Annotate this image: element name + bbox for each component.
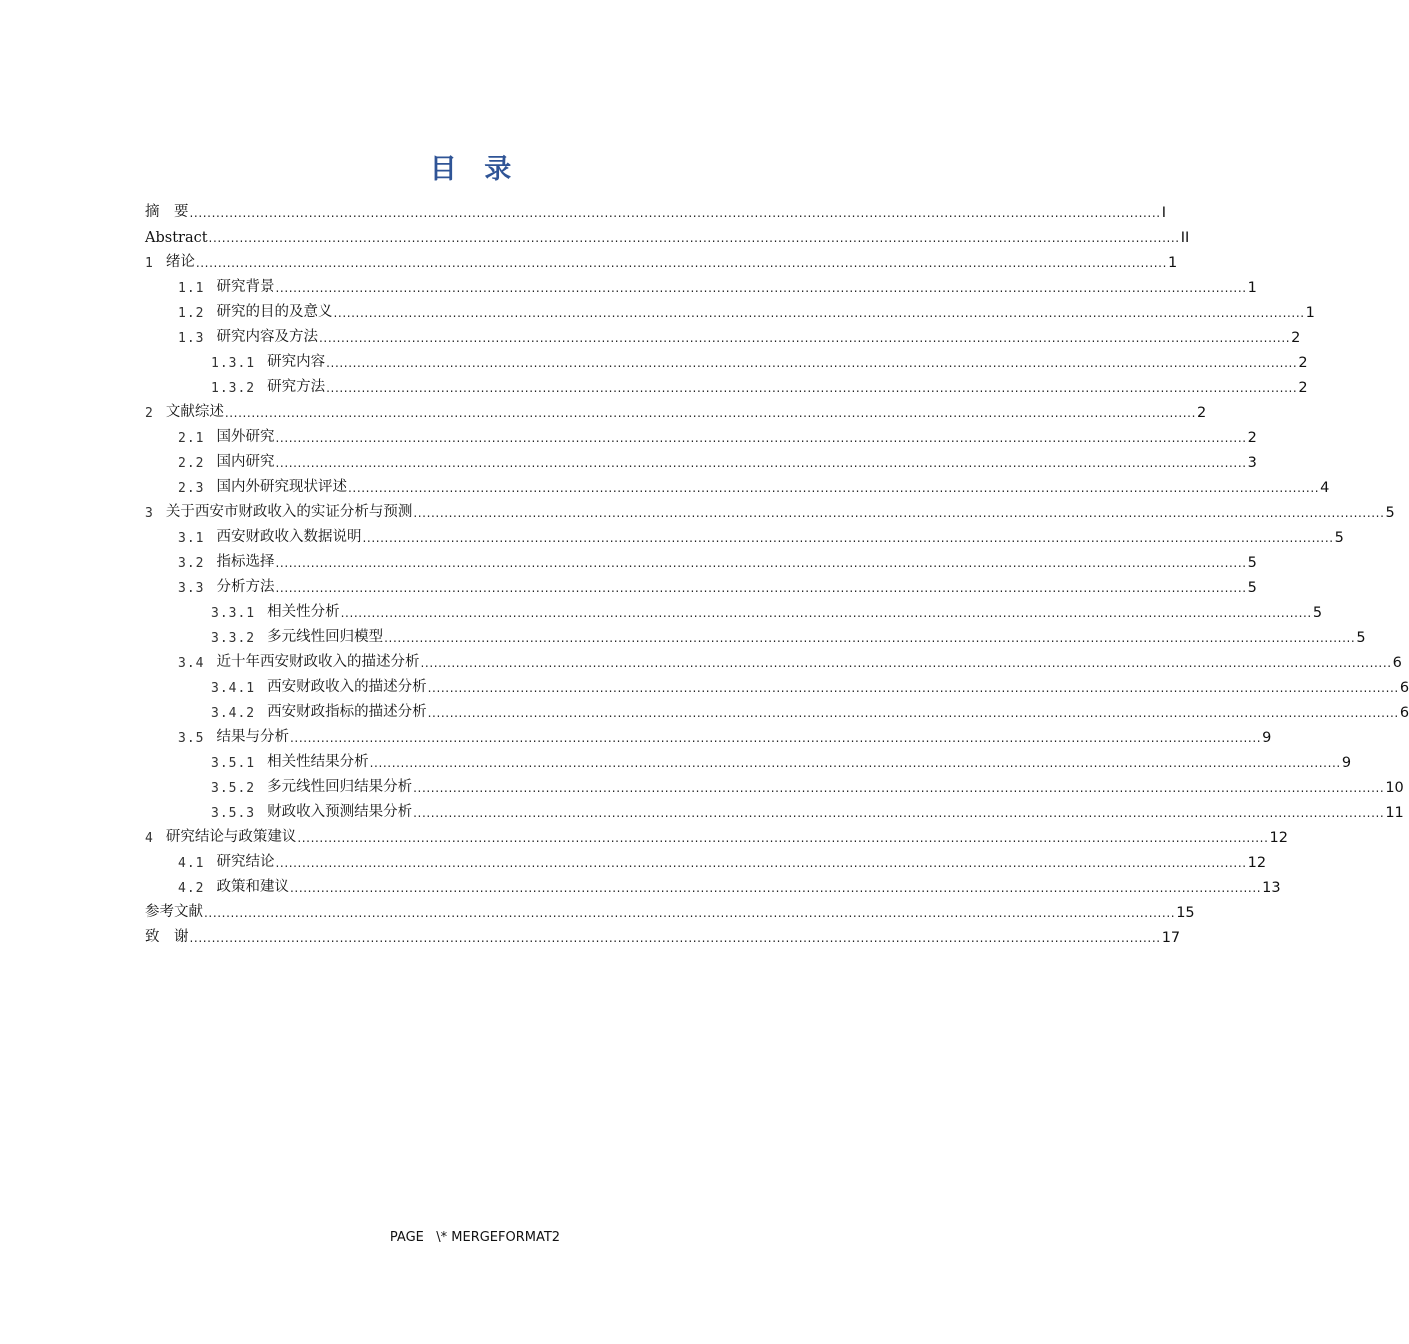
toc-entry[interactable] [145,896,1195,921]
toc-entry-page-number: 1 [1168,255,1178,271]
dot-leader: ............................................................................................................................................................................................................................ [413,781,1385,795]
page-number-field: PAGE \* MERGEFORMAT2 [389,1230,561,1245]
toc-entry-number: 3.5.1 [211,756,256,771]
dot-leader: ............................................................................................................................................................................................................................ [189,206,1161,220]
toc-entry-title: 分析方法 [216,579,275,595]
toc-entry[interactable] [145,521,1344,546]
toc-entry-number: 1 [145,256,154,271]
toc-entry[interactable] [145,471,1330,496]
toc-entry[interactable] [145,396,1207,421]
toc-entry[interactable] [145,646,1402,671]
toc-entry[interactable] [145,846,1267,871]
toc-entry-title: 政策和建议 [216,879,289,895]
dot-leader: ............................................................................................................................................................................................................................ [297,831,1269,845]
dot-leader: ............................................................................................................................................................................................................................ [318,331,1291,345]
toc-entry-page-number: 6 [1399,705,1409,721]
toc-entry-number: 3.4.1 [211,681,256,696]
toc-entry-title: 西安财政收入的描述分析 [267,679,427,695]
dot-leader: ............................................................................................................................................................................................................................ [427,706,1399,720]
toc-entry-page-number: 9 [1341,755,1352,771]
toc-entry-number: 3.3.1 [211,606,256,621]
dot-leader: ............................................................................................................................................................................................................................ [326,356,1298,370]
toc-entry[interactable] [145,571,1257,596]
dot-leader: ............................................................................................................................................................................................................................ [427,681,1399,695]
dot-leader: ............................................................................................................................................................................................................................ [204,906,1176,920]
toc-entry-page-number: 15 [1176,905,1195,921]
toc-entry-page-number: 10 [1385,780,1404,796]
toc-entry-page-number: 2 [1298,355,1308,371]
dot-leader: ............................................................................................................................................................................................................................ [362,531,1334,545]
dot-leader: ............................................................................................................................................................................................................................ [326,381,1298,395]
toc-entry[interactable] [145,671,1409,696]
toc-entry-title: 文献综述 [165,404,224,420]
dot-leader: ............................................................................................................................................................................................................................ [289,881,1262,895]
toc-entry-title: 研究内容 [267,354,326,370]
toc-entry[interactable] [145,271,1257,296]
dot-leader: ............................................................................................................................................................................................................................ [275,281,1247,295]
toc-entry[interactable] [145,721,1272,746]
toc-entry-number: 1.3.1 [211,356,256,371]
toc-entry-title: 研究内容及方法 [216,329,318,345]
toc-entry[interactable] [145,296,1315,321]
toc-entry-title: 绪论 [165,254,195,270]
toc-entry-number: 4.2 [178,881,205,896]
toc-entry-page-number: 5 [1356,630,1366,646]
toc-entry[interactable] [145,421,1257,446]
toc-entry-page-number: 17 [1161,930,1181,946]
toc-entry-page-number: 2 [1247,430,1257,446]
toc-entry-title: 研究方法 [267,379,326,395]
toc-entry-number: 3.1 [178,531,205,546]
toc-entry-page-number: 1 [1247,280,1257,296]
toc-entry-title: Abstract [145,230,208,246]
dot-leader: ............................................................................................................................................................................................................................ [413,506,1385,520]
toc-entry-page-number: 5 [1247,555,1257,571]
toc-entry-number: 4 [145,831,154,846]
toc-entry-number: 3.3.2 [211,631,256,646]
table-of-contents [145,196,1409,946]
toc-entry-page-number: 13 [1262,880,1281,896]
toc-entry[interactable] [145,871,1281,896]
toc-entry-title: 国外研究 [216,429,275,445]
toc-entry[interactable] [145,496,1395,521]
toc-entry-title: 关于西安市财政收入的实证分析与预测 [165,504,413,520]
toc-entry-page-number: 12 [1269,830,1288,846]
toc-entry[interactable] [145,621,1366,646]
toc-entry[interactable] [145,196,1166,221]
toc-entry-number: 3.3 [178,581,205,596]
toc-entry-page-number: 2 [1291,330,1301,346]
toc-entry-number: 2.3 [178,481,205,496]
toc-entry-page-number: 2 [1197,405,1207,421]
toc-entry[interactable] [145,546,1257,571]
toc-entry-page-number: 5 [1385,505,1395,521]
toc-entry-number: 1.2 [178,306,205,321]
toc-entry-page-number: I [1161,205,1166,221]
dot-leader: ............................................................................................................................................................................................................................ [420,656,1392,670]
toc-entry-number: 3.4 [178,656,205,671]
toc-title: 目 录 [429,154,521,185]
toc-entry[interactable] [145,696,1409,721]
toc-entry[interactable] [145,796,1404,821]
toc-entry[interactable] [145,771,1404,796]
toc-entry[interactable] [145,346,1308,371]
toc-entry-title: 致 谢 [145,929,189,945]
toc-entry-title: 西安财政收入数据说明 [216,529,362,545]
toc-entry[interactable] [145,446,1257,471]
toc-entry-number: 1.3.2 [211,381,256,396]
toc-entry-page-number: 6 [1392,655,1402,671]
toc-entry-number: 1.1 [178,281,205,296]
dot-leader: ............................................................................................................................................................................................................................ [275,431,1247,445]
toc-entry-title: 多元线性回归模型 [267,629,384,645]
toc-entry-title: 研究结论与政策建议 [165,829,297,845]
dot-leader: ............................................................................................................................................................................................................................ [347,481,1320,495]
dot-leader: ............................................................................................................................................................................................................................ [208,231,1180,245]
toc-entry-title: 研究背景 [216,279,275,295]
toc-entry-number: 2.2 [178,456,205,471]
toc-entry-page-number: 5 [1334,530,1344,546]
dot-leader: ............................................................................................................................................................................................................................ [413,806,1385,820]
toc-entry-title: 参考文献 [145,904,203,920]
dot-leader: ............................................................................................................................................................................................................................ [369,756,1341,770]
toc-entry-title: 多元线性回归结果分析 [267,779,413,795]
dot-leader: ............................................................................................................................................................................................................................ [224,406,1197,420]
toc-entry-number: 2.1 [178,431,205,446]
toc-entry-title: 西安财政指标的描述分析 [267,704,427,720]
toc-entry[interactable] [145,221,1190,246]
toc-entry[interactable] [145,921,1181,946]
toc-entry[interactable] [145,821,1288,846]
dot-leader: ............................................................................................................................................................................................................................ [189,931,1161,945]
toc-entry-title: 相关性结果分析 [267,754,369,770]
toc-entry-number: 3.2 [178,556,205,571]
toc-entry[interactable] [145,371,1308,396]
toc-entry-page-number: 4 [1320,480,1330,496]
toc-entry[interactable] [145,321,1301,346]
toc-entry-page-number: 12 [1247,855,1267,871]
toc-entry-page-number: 5 [1247,580,1257,596]
toc-entry-page-number: 1 [1305,305,1315,321]
toc-entry-page-number: 2 [1298,380,1308,396]
toc-entry-page-number: II [1180,230,1190,246]
dot-leader: ............................................................................................................................................................................................................................ [289,731,1262,745]
toc-entry[interactable] [145,596,1323,621]
toc-entry[interactable] [145,746,1352,771]
dot-leader: ............................................................................................................................................................................................................................ [340,606,1312,620]
toc-entry-title: 国内研究 [216,454,275,470]
dot-leader: ............................................................................................................................................................................................................................ [275,556,1247,570]
toc-entry-page-number: 9 [1262,730,1272,746]
toc-entry[interactable] [145,246,1178,271]
toc-entry-page-number: 11 [1385,805,1404,821]
toc-entry-number: 3 [145,506,154,521]
dot-leader: ............................................................................................................................................................................................................................ [333,306,1305,320]
toc-entry-number: 4.1 [178,856,205,871]
toc-entry-number: 3.4.2 [211,706,256,721]
toc-entry-number: 3.5.3 [211,806,256,821]
toc-entry-number: 2 [145,406,154,421]
toc-entry-number: 3.5 [178,731,205,746]
toc-entry-title: 国内外研究现状评述 [216,479,347,495]
toc-entry-title: 近十年西安财政收入的描述分析 [216,654,420,670]
toc-entry-number: 3.5.2 [211,781,256,796]
dot-leader: ............................................................................................................................................................................................................................ [275,856,1247,870]
dot-leader: ............................................................................................................................................................................................................................ [275,456,1247,470]
toc-entry-title: 研究的目的及意义 [216,304,333,320]
dot-leader: ............................................................................................................................................................................................................................ [384,631,1356,645]
toc-entry-title: 研究结论 [216,854,275,870]
toc-entry-title: 相关性分析 [267,604,340,620]
dot-leader: ............................................................................................................................................................................................................................ [275,581,1247,595]
toc-entry-title: 财政收入预测结果分析 [267,804,413,820]
toc-entry-title: 指标选择 [216,554,275,570]
toc-entry-page-number: 5 [1312,605,1323,621]
toc-entry-title: 摘 要 [145,204,189,220]
toc-entry-number: 1.3 [178,331,205,346]
toc-entry-title: 结果与分析 [216,729,289,745]
dot-leader: ............................................................................................................................................................................................................................ [195,256,1168,270]
toc-entry-page-number: 3 [1247,455,1257,471]
toc-entry-page-number: 6 [1399,680,1409,696]
